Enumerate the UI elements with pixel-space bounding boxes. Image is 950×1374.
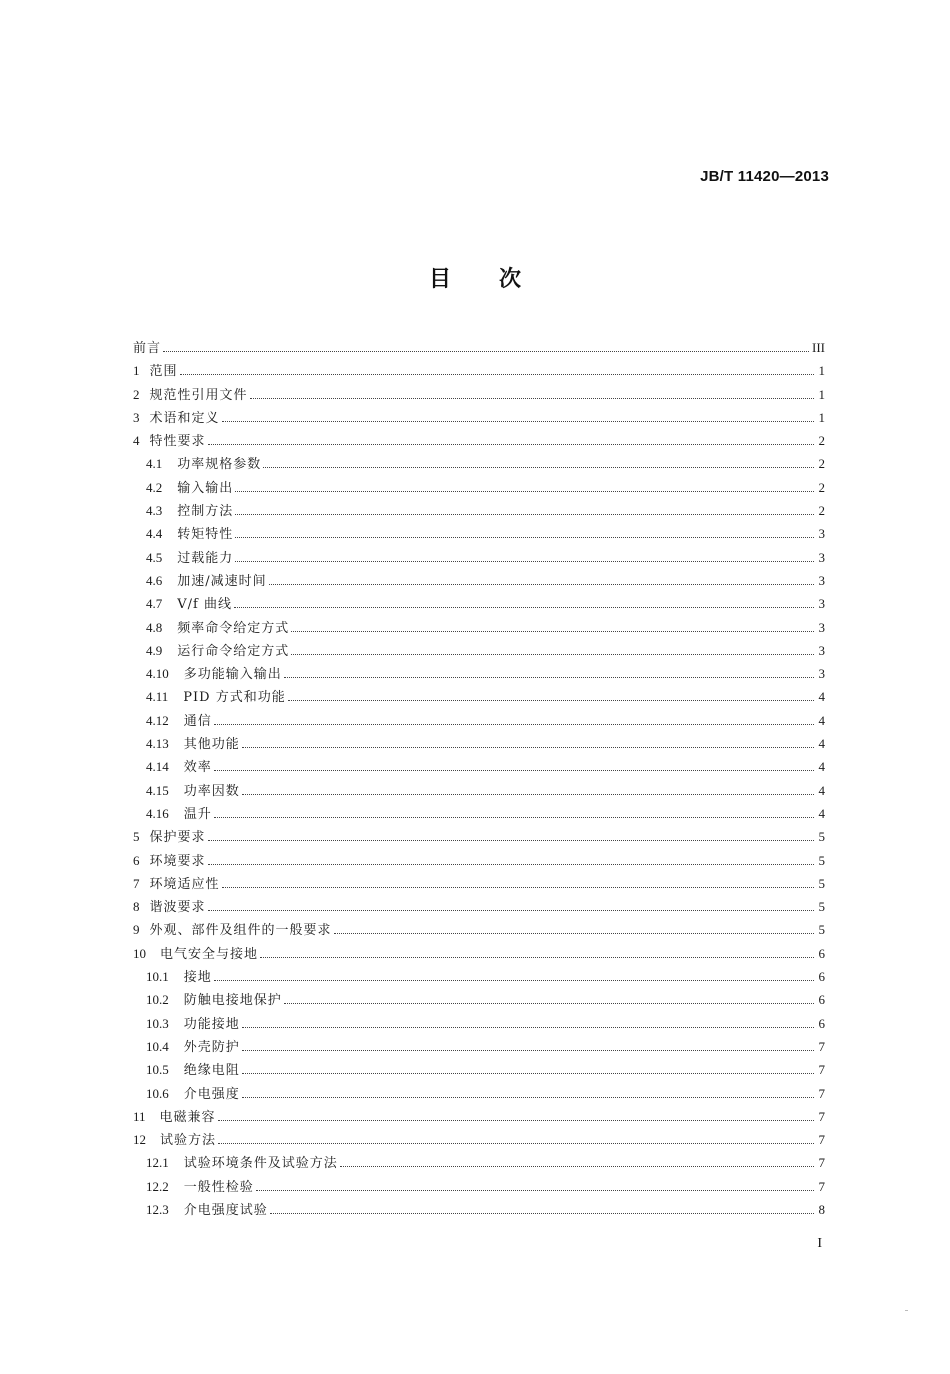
- toc-entry-number: 12.3: [146, 1201, 169, 1217]
- toc-entry-label: 多功能输入输出: [183, 667, 282, 683]
- toc-entry-page: 4: [818, 782, 825, 798]
- toc-entry-page: 2: [818, 433, 825, 449]
- toc-entry-page: 4: [818, 759, 825, 775]
- dot-leader: [284, 1003, 814, 1004]
- toc-entry-label: 绝缘电阻: [183, 1063, 240, 1079]
- toc-entry-page: 4: [818, 689, 825, 705]
- toc-entry-label: 输入输出: [177, 480, 234, 496]
- toc-entry[interactable]: [133, 1198, 825, 1221]
- toc-entry-label: 试验方法: [160, 1133, 217, 1149]
- toc-entry[interactable]: [133, 522, 825, 545]
- toc-entry-number: 10: [133, 945, 146, 961]
- dot-leader: [218, 1143, 814, 1144]
- dot-leader: [235, 491, 814, 492]
- toc-entry-number: 4.4: [146, 526, 163, 542]
- toc-entry-label: 特性要求: [149, 434, 206, 450]
- toc-entry-label: 通信: [183, 713, 212, 729]
- page-number: I: [817, 1236, 822, 1251]
- toc-entry[interactable]: [133, 1082, 825, 1105]
- toc-entry-page: 3: [818, 526, 825, 542]
- dot-leader: [214, 817, 814, 818]
- toc-entry-number: 4.13: [146, 736, 169, 752]
- dot-leader: [214, 980, 814, 981]
- toc-entry[interactable]: [133, 1105, 825, 1128]
- toc-entry-number: 5: [133, 829, 140, 845]
- toc-entry-label: 控制方法: [177, 504, 234, 520]
- toc-entry-number: 10.3: [146, 1015, 169, 1031]
- toc-entry[interactable]: [133, 569, 825, 592]
- toc-entry[interactable]: [133, 988, 825, 1011]
- dot-leader: [340, 1166, 814, 1167]
- toc-entry[interactable]: [133, 1151, 825, 1174]
- toc-entry[interactable]: [133, 429, 825, 452]
- dot-leader: [334, 933, 814, 934]
- dot-leader: [214, 724, 814, 725]
- toc-entry-page: 2: [818, 456, 825, 472]
- dot-leader: [263, 467, 814, 468]
- dot-leader: [180, 374, 814, 375]
- toc-entry-page: 6: [818, 945, 825, 961]
- dot-leader: [269, 584, 814, 585]
- table-of-contents: [133, 336, 825, 1221]
- toc-entry-page: 4: [818, 736, 825, 752]
- toc-entry-label: 介电强度试验: [183, 1202, 268, 1218]
- toc-entry-number: 4.8: [146, 619, 163, 635]
- dot-leader: [270, 1213, 814, 1214]
- toc-entry-number: 6: [133, 852, 140, 868]
- toc-entry-label: 功能接地: [183, 1016, 240, 1032]
- dot-leader: [235, 514, 814, 515]
- toc-entry-page: 3: [818, 572, 825, 588]
- dot-leader: [163, 351, 809, 352]
- toc-entry-number: 1: [133, 363, 140, 379]
- toc-entry[interactable]: [133, 546, 825, 569]
- dot-leader: [242, 1097, 814, 1098]
- toc-entry-page: 3: [818, 619, 825, 635]
- toc-entry-number: 12: [133, 1132, 146, 1148]
- toc-entry-label: 其他功能: [183, 737, 240, 753]
- toc-entry-label: 电气安全与接地: [160, 946, 259, 962]
- dot-leader: [291, 654, 814, 655]
- toc-entry-label: 功率因数: [183, 783, 240, 799]
- toc-entry-number: 4.1: [146, 456, 163, 472]
- toc-entry-label: 接地: [183, 970, 212, 986]
- toc-entry-label: PID 方式和功能: [183, 690, 286, 706]
- toc-entry-number: 4.16: [146, 805, 169, 821]
- toc-entry-label: 转矩特性: [177, 527, 234, 543]
- toc-entry[interactable]: [133, 592, 825, 615]
- toc-entry-number: 8: [133, 899, 140, 915]
- toc-entry-page: 7: [818, 1038, 825, 1054]
- toc-entry-label: 一般性检验: [183, 1179, 254, 1195]
- toc-entry[interactable]: [133, 709, 825, 732]
- toc-entry-page: 1: [818, 409, 825, 425]
- toc-entry-label: 外观、部件及组件的一般要求: [149, 923, 332, 939]
- toc-entry-number: 10.6: [146, 1085, 169, 1101]
- toc-entry[interactable]: [133, 452, 825, 475]
- toc-entry[interactable]: [133, 802, 825, 825]
- toc-entry[interactable]: [133, 1128, 825, 1151]
- toc-entry-page: 6: [818, 969, 825, 985]
- toc-entry-label: 保护要求: [149, 830, 206, 846]
- toc-entry-number: 12.1: [146, 1155, 169, 1171]
- toc-entry[interactable]: [133, 383, 825, 406]
- toc-entry-number: 12.2: [146, 1178, 169, 1194]
- toc-entry-page: 4: [818, 805, 825, 821]
- toc-entry[interactable]: [133, 779, 825, 802]
- dot-leader: [242, 794, 814, 795]
- toc-entry-number: 4.5: [146, 549, 163, 565]
- toc-entry-number: 10.5: [146, 1062, 169, 1078]
- toc-entry-label: 效率: [183, 760, 212, 776]
- toc-entry-number: 4.11: [146, 689, 169, 705]
- toc-entry-page: 3: [818, 596, 825, 612]
- dot-leader: [242, 1073, 814, 1074]
- toc-entry-page: 3: [818, 549, 825, 565]
- toc-entry-page: 5: [818, 829, 825, 845]
- toc-entry[interactable]: [133, 1058, 825, 1081]
- toc-entry-label: 前言: [133, 341, 162, 356]
- toc-entry-page: 5: [818, 899, 825, 915]
- dot-leader: [242, 1027, 814, 1028]
- toc-entry-page: 2: [818, 479, 825, 495]
- toc-entry[interactable]: [133, 942, 825, 965]
- toc-entry[interactable]: [133, 616, 825, 639]
- toc-entry-number: 4.9: [146, 642, 163, 658]
- toc-entry-label: 介电强度: [183, 1086, 240, 1102]
- toc-entry-page: 7: [818, 1108, 825, 1124]
- toc-entry-page: 3: [818, 666, 825, 682]
- dot-leader: [214, 770, 814, 771]
- toc-entry-label: 环境适应性: [149, 876, 220, 892]
- toc-entry[interactable]: [133, 639, 825, 662]
- toc-entry-page: 3: [818, 642, 825, 658]
- toc-entry-page: 2: [818, 503, 825, 519]
- toc-entry[interactable]: [133, 1175, 825, 1198]
- toc-entry[interactable]: [133, 499, 825, 522]
- dot-leader: [242, 747, 814, 748]
- toc-entry-label: 规范性引用文件: [149, 387, 248, 403]
- toc-entry[interactable]: [133, 359, 825, 382]
- toc-entry-label: 功率规格参数: [177, 457, 262, 473]
- toc-entry[interactable]: [133, 755, 825, 778]
- toc-entry[interactable]: [133, 825, 825, 848]
- toc-entry-label: V/f 曲线: [177, 597, 232, 613]
- dot-leader: [208, 840, 814, 841]
- dot-leader: [234, 607, 814, 608]
- toc-entry-page: 4: [818, 712, 825, 728]
- toc-entry-page: 7: [818, 1178, 825, 1194]
- toc-entry-page: 7: [818, 1062, 825, 1078]
- dot-leader: [260, 957, 814, 958]
- page-title: 目次: [428, 267, 569, 292]
- toc-entry-number: 2: [133, 386, 140, 402]
- toc-entry[interactable]: [133, 1012, 825, 1035]
- toc-entry-number: 4.2: [146, 479, 163, 495]
- toc-entry-number: 9: [133, 922, 140, 938]
- toc-entry-label: 温升: [183, 806, 212, 822]
- toc-entry-number: 4.14: [146, 759, 169, 775]
- toc-entry-label: 频率命令给定方式: [177, 620, 290, 636]
- toc-entry-number: 10.1: [146, 969, 169, 985]
- toc-entry-page: 1: [818, 363, 825, 379]
- dot-leader: [235, 537, 814, 538]
- standard-code: JB/T 11420—2013: [700, 168, 829, 185]
- toc-entry-number: 4.12: [146, 712, 169, 728]
- toc-entry[interactable]: [133, 849, 825, 872]
- toc-entry[interactable]: [133, 918, 825, 941]
- toc-entry-label: 外壳防护: [183, 1039, 240, 1055]
- toc-entry-number: 3: [133, 409, 140, 425]
- toc-entry-label: 范围: [149, 364, 178, 380]
- dot-leader: [222, 887, 814, 888]
- dot-leader: [208, 864, 814, 865]
- toc-entry-page: 7: [818, 1085, 825, 1101]
- toc-entry-page: 5: [818, 922, 825, 938]
- toc-entry-label: 环境要求: [149, 853, 206, 869]
- toc-entry-page: 1: [818, 386, 825, 402]
- scan-speck: [905, 1310, 908, 1311]
- dot-leader: [256, 1190, 814, 1191]
- toc-entry-page: 7: [818, 1155, 825, 1171]
- toc-entry[interactable]: [133, 965, 825, 988]
- toc-entry-page: III: [812, 340, 825, 355]
- toc-entry-page: 8: [818, 1201, 825, 1217]
- toc-entry-page: 6: [818, 992, 825, 1008]
- toc-entry-label: 电磁兼容: [159, 1109, 216, 1125]
- toc-entry-number: 10.4: [146, 1038, 169, 1054]
- toc-entry[interactable]: [133, 406, 825, 429]
- toc-entry[interactable]: [133, 895, 825, 918]
- toc-entry-number: 4.3: [146, 503, 163, 519]
- toc-entry-page: 5: [818, 852, 825, 868]
- toc-entry-page: 6: [818, 1015, 825, 1031]
- dot-leader: [291, 631, 814, 632]
- toc-entry[interactable]: [133, 685, 825, 708]
- toc-entry-number: 10.2: [146, 992, 169, 1008]
- dot-leader: [288, 700, 814, 701]
- toc-entry[interactable]: [133, 872, 825, 895]
- toc-entry[interactable]: [133, 662, 825, 685]
- toc-entry-label: 运行命令给定方式: [177, 643, 290, 659]
- toc-entry-number: 4: [133, 433, 140, 449]
- toc-entry[interactable]: [133, 336, 825, 359]
- toc-entry-page: 5: [818, 875, 825, 891]
- toc-entry-label: 防触电接地保护: [183, 993, 282, 1009]
- toc-entry[interactable]: [133, 732, 825, 755]
- toc-entry-label: 过载能力: [177, 550, 234, 566]
- dot-leader: [208, 444, 814, 445]
- dot-leader: [235, 561, 814, 562]
- toc-entry-label: 术语和定义: [149, 410, 220, 426]
- toc-entry-number: 4.15: [146, 782, 169, 798]
- toc-entry-label: 谐波要求: [149, 900, 206, 916]
- toc-entry-number: 7: [133, 875, 140, 891]
- dot-leader: [250, 398, 814, 399]
- toc-entry-number: 4.6: [146, 572, 163, 588]
- toc-entry-label: 加速/减速时间: [177, 573, 267, 589]
- dot-leader: [284, 677, 814, 678]
- toc-entry-number: 11: [133, 1108, 146, 1124]
- toc-entry-page: 7: [818, 1132, 825, 1148]
- toc-entry[interactable]: [133, 476, 825, 499]
- dot-leader: [218, 1120, 814, 1121]
- toc-entry[interactable]: [133, 1035, 825, 1058]
- dot-leader: [222, 421, 814, 422]
- toc-entry-number: 4.10: [146, 666, 169, 682]
- toc-entry-label: 试验环境条件及试验方法: [183, 1156, 338, 1172]
- dot-leader: [242, 1050, 814, 1051]
- dot-leader: [208, 910, 814, 911]
- toc-entry-number: 4.7: [146, 596, 163, 612]
